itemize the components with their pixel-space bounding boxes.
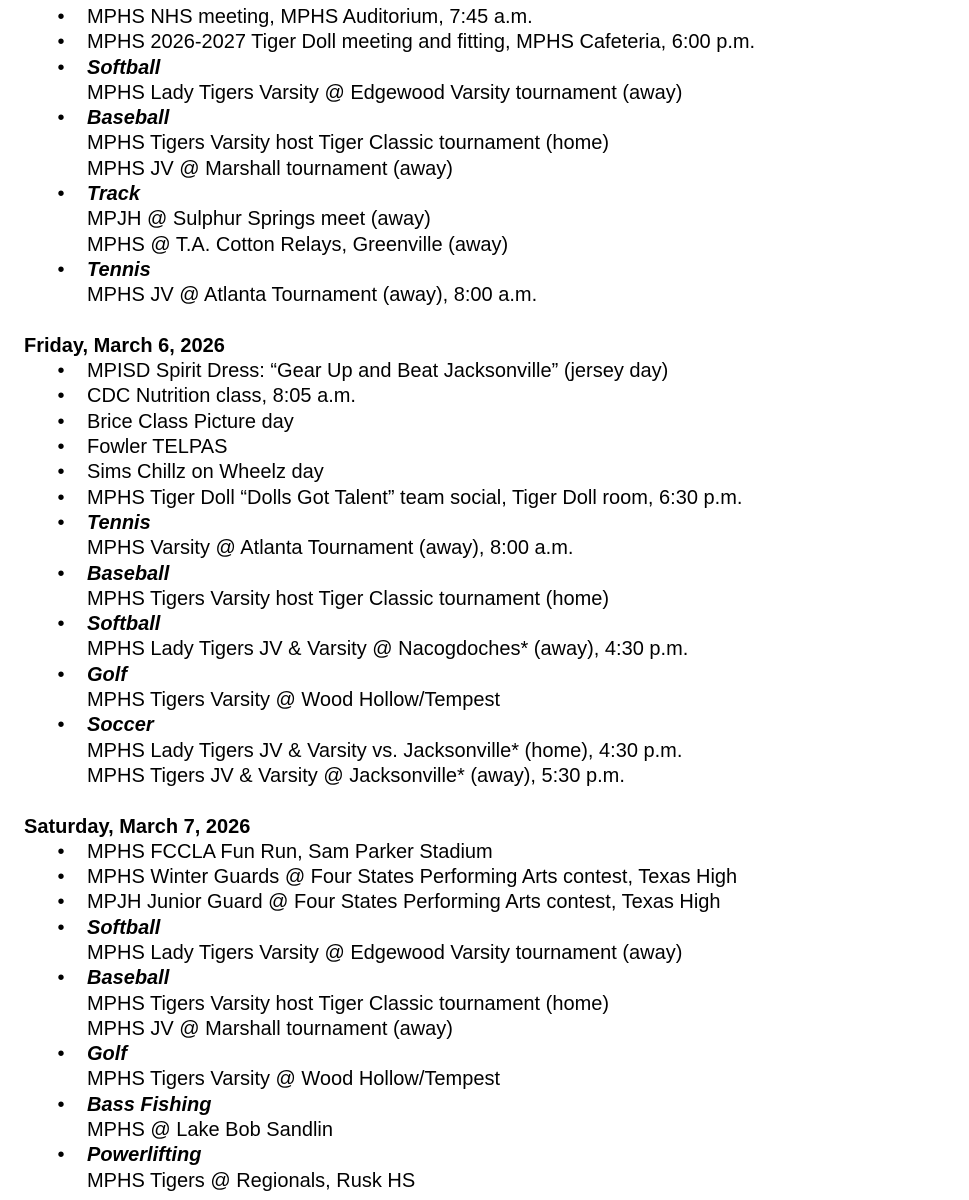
event-line: MPHS Lady Tigers JV & Varsity vs. Jacksonville* (home), 4:30 p.m.: [87, 739, 683, 762]
bullet-icon: •: [57, 663, 65, 686]
event-line: MPHS Lady Tigers Varsity @ Edgewood Varsity tournament (away): [87, 941, 683, 964]
sport-item: [24, 612, 959, 663]
sport-name: Track: [87, 183, 141, 206]
sport-name: Baseball: [87, 107, 170, 130]
sport-item: [24, 1093, 959, 1144]
event-line: Brice Class Picture day: [87, 410, 294, 433]
sport-name: Bass Fishing: [87, 1093, 212, 1116]
item-body: [87, 30, 959, 55]
event-line: MPJH Junior Guard @ Four States Performing Arts contest, Texas High: [87, 891, 721, 914]
event-list: [24, 5, 959, 309]
event-line: MPHS Tigers @ Regionals, Rusk HS: [87, 1169, 416, 1192]
event-line: MPJH @ Sulphur Springs meet (away): [87, 208, 431, 231]
event-item: [24, 460, 959, 485]
event-line: MPHS Lady Tigers JV & Varsity @ Nacogdoches* (away), 4:30 p.m.: [87, 638, 689, 661]
event-line: MPHS @ Lake Bob Sandlin: [87, 1119, 333, 1142]
event-line: MPHS NHS meeting, MPHS Auditorium, 7:45 a.m.: [87, 6, 533, 28]
sport-name: Baseball: [87, 967, 170, 990]
bullet-icon: •: [57, 436, 65, 459]
event-line: MPHS 2026-2027 Tiger Doll meeting and fitting, MPHS Cafeteria, 6:00 p.m.: [87, 31, 756, 54]
event-line: CDC Nutrition class, 8:05 a.m.: [87, 385, 356, 408]
sport-item: [24, 1143, 959, 1194]
sport-name: Golf: [87, 663, 127, 686]
event-item: [24, 410, 959, 435]
event-line: Sims Chillz on Wheelz day: [87, 461, 324, 484]
event-item: [24, 359, 959, 384]
item-body: [87, 713, 959, 789]
sport-item: [24, 916, 959, 967]
sport-name: Tennis: [87, 258, 151, 281]
sport-name: Soccer: [87, 714, 154, 737]
item-body: [87, 486, 959, 511]
item-body: [87, 865, 959, 890]
bullet-icon: •: [57, 385, 65, 408]
item-body: [87, 562, 959, 613]
bullet-icon: •: [57, 916, 65, 939]
event-line: MPHS Tiger Doll “Dolls Got Talent” team social, Tiger Doll room, 6:30 p.m.: [87, 486, 743, 509]
bullet-icon: •: [57, 562, 65, 585]
bullet-icon: •: [57, 461, 65, 484]
item-body: [87, 182, 959, 258]
sport-item: [24, 182, 959, 258]
sport-item: [24, 511, 959, 562]
bullet-icon: •: [57, 1043, 65, 1066]
item-body: [87, 1042, 959, 1093]
sport-name: Tennis: [87, 511, 151, 534]
bullet-icon: •: [57, 1144, 65, 1167]
event-line: MPHS Tigers Varsity host Tiger Classic tournament (home): [87, 587, 610, 610]
event-item: [24, 384, 959, 409]
bullet-icon: •: [57, 613, 65, 636]
bullet-icon: •: [57, 107, 65, 130]
item-body: [87, 258, 959, 309]
bullet-icon: •: [57, 486, 65, 509]
item-body: [87, 435, 959, 460]
bullet-icon: •: [57, 891, 65, 914]
event-line: MPHS Winter Guards @ Four States Performing Arts contest, Texas High: [87, 866, 738, 889]
item-body: [87, 106, 959, 182]
event-item: [24, 890, 959, 915]
calendar-section: [24, 815, 959, 1194]
bullet-icon: •: [57, 183, 65, 206]
item-body: [87, 460, 959, 485]
event-item: [24, 840, 959, 865]
item-body: [87, 56, 959, 107]
event-line: MPHS Tigers Varsity @ Wood Hollow/Tempest: [87, 1068, 501, 1091]
item-body: [87, 612, 959, 663]
event-line: MPISD Spirit Dress: “Gear Up and Beat Jacksonville” (jersey day): [87, 360, 669, 383]
date-heading: Friday, March 6, 2026: [24, 334, 225, 357]
bullet-icon: •: [57, 511, 65, 534]
event-line: MPHS Tigers JV & Varsity @ Jacksonville* (away), 5:30 p.m.: [87, 764, 625, 787]
bullet-icon: •: [57, 714, 65, 737]
item-body: [87, 890, 959, 915]
item-body: [87, 840, 959, 865]
calendar-section: [24, 5, 959, 309]
event-item: [24, 435, 959, 460]
event-line: MPHS JV @ Marshall tournament (away): [87, 1017, 453, 1040]
item-body: [87, 5, 959, 30]
sport-item: [24, 966, 959, 1042]
bullet-icon: •: [57, 258, 65, 281]
sport-name: Softball: [87, 916, 161, 939]
sport-name: Softball: [87, 56, 161, 79]
sport-name: Golf: [87, 1043, 127, 1066]
item-body: [87, 1093, 959, 1144]
event-list: [24, 840, 959, 1194]
bullet-icon: •: [57, 967, 65, 990]
item-body: [87, 966, 959, 1042]
sport-item: [24, 258, 959, 309]
document-body: [24, 5, 959, 1194]
event-line: MPHS Tigers Varsity host Tiger Classic tournament (home): [87, 992, 610, 1015]
calendar-section: [24, 334, 959, 789]
bullet-icon: •: [57, 56, 65, 79]
bullet-icon: •: [57, 6, 65, 28]
item-body: [87, 359, 959, 384]
bullet-icon: •: [57, 31, 65, 54]
item-body: [87, 384, 959, 409]
sport-item: [24, 1042, 959, 1093]
sport-item: [24, 713, 959, 789]
item-body: [87, 916, 959, 967]
event-item: [24, 486, 959, 511]
event-list: [24, 359, 959, 789]
sport-item: [24, 663, 959, 714]
event-line: MPHS Lady Tigers Varsity @ Edgewood Varsity tournament (away): [87, 81, 683, 104]
event-item: [24, 865, 959, 890]
event-line: MPHS Varsity @ Atlanta Tournament (away), 8:00 a.m.: [87, 537, 574, 560]
item-body: [87, 663, 959, 714]
bullet-icon: •: [57, 1093, 65, 1116]
event-item: [24, 30, 959, 55]
bullet-icon: •: [57, 410, 65, 433]
item-body: [87, 511, 959, 562]
event-line: MPHS JV @ Atlanta Tournament (away), 8:00 a.m.: [87, 284, 538, 307]
event-line: Fowler TELPAS: [87, 436, 228, 459]
event-line: MPHS Tigers Varsity @ Wood Hollow/Tempest: [87, 689, 501, 712]
date-heading: Saturday, March 7, 2026: [24, 815, 251, 838]
event-line: MPHS Tigers Varsity host Tiger Classic tournament (home): [87, 132, 610, 155]
sport-item: [24, 56, 959, 107]
bullet-icon: •: [57, 360, 65, 383]
sport-name: Baseball: [87, 562, 170, 585]
event-item: [24, 5, 959, 30]
sport-item: [24, 562, 959, 613]
event-line: MPHS JV @ Marshall tournament (away): [87, 157, 453, 180]
item-body: [87, 1143, 959, 1194]
event-line: MPHS FCCLA Fun Run, Sam Parker Stadium: [87, 840, 493, 863]
bullet-icon: •: [57, 866, 65, 889]
event-line: MPHS @ T.A. Cotton Relays, Greenville (away): [87, 233, 509, 256]
sport-name: Softball: [87, 613, 161, 636]
item-body: [87, 410, 959, 435]
sport-name: Powerlifting: [87, 1144, 202, 1167]
sport-item: [24, 106, 959, 182]
bullet-icon: •: [57, 840, 65, 863]
